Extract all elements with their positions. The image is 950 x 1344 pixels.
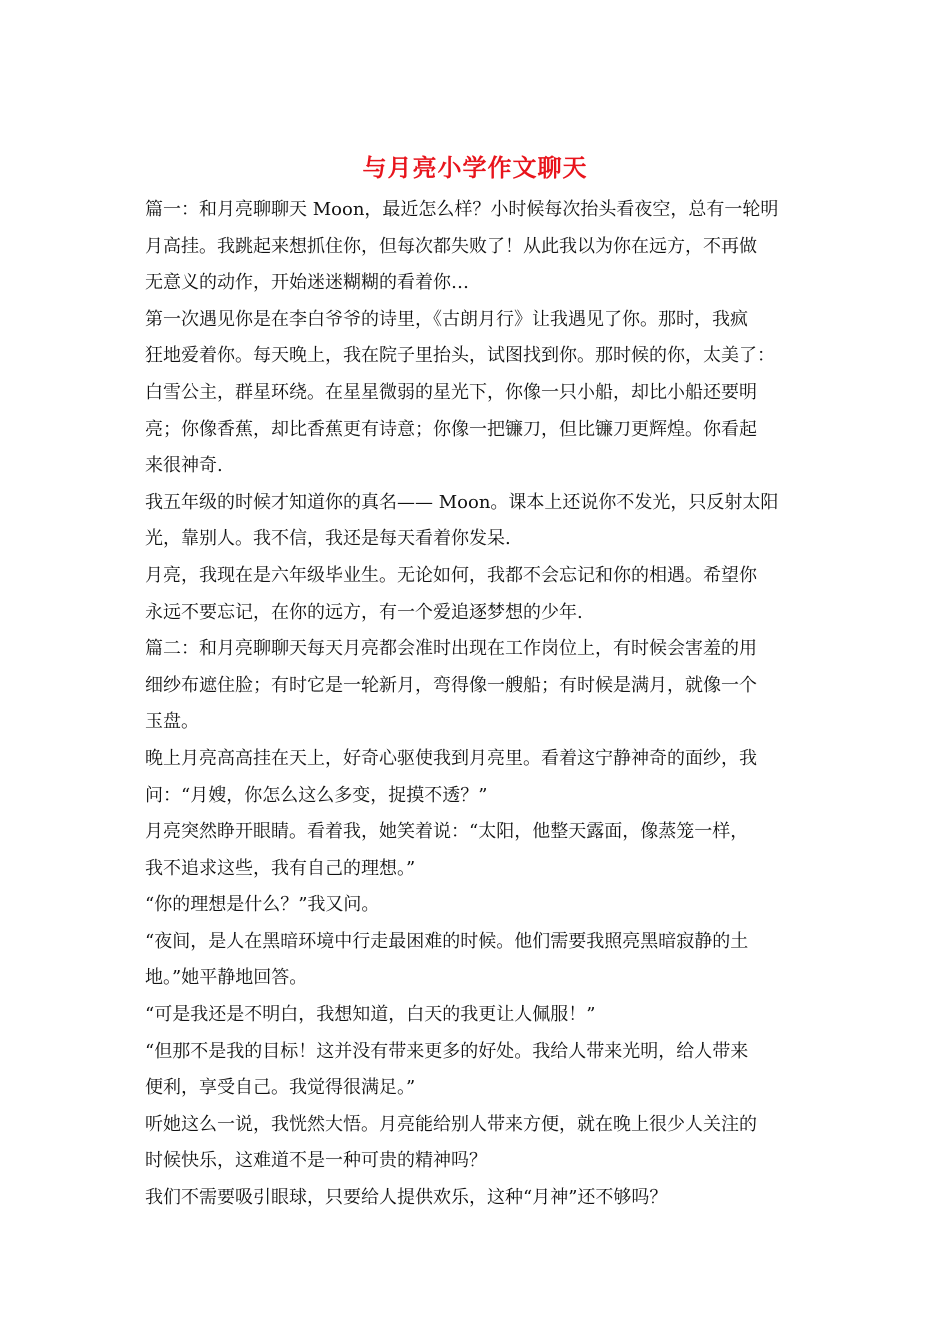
paragraph-4: 月亮，我现在是六年级毕业生。无论如何，我都不会忘记和你的相遇。希望你 永远不要忘记，在你的远方，有一个爱追逐梦想的少年. [145,564,757,623]
paragraph-13: 我们不需要吸引眼球，只要给人提供欢乐，这种“月神”还不够吗？ [145,1187,668,1209]
paragraph-8: “你的理想是什么？”我又问。 [145,894,380,916]
paragraph-6: 晚上月亮高高挂在天上，好奇心驱使我到月亮里。看着这宁静神奇的面纱，我 问：“月嫂，你怎么这么多变，捉摸不透？” [145,747,757,806]
paragraph-9: “夜间，是人在黑暗环境中行走最困难的时候。他们需要我照亮黑暗寂静的土 地。”她平静地回答。 [145,930,749,989]
paragraph-5: 篇二：和月亮聊聊天每天月亮都会准时出现在工作岗位上，有时候会害羞的用 细纱布遮住脸；有时它是一轮新月，弯得像一艘船；有时候是满月，就像一个 玉盘。 [145,638,757,733]
document-title: 与月亮小学作文聊天 [362,153,588,182]
paragraph-12: 听她这么一说，我恍然大悟。月亮能给别人带来方便，就在晚上很少人关注的 时候快乐，这难道不是一种可贵的精神吗？ [145,1113,757,1172]
paragraph-1: 篇一：和月亮聊聊天 Moon，最近怎么样？小时候每次抬头看夜空，总有一轮明 月高挂。我跳起来想抓住你，但每次都失败了！从此我以为你在远方，不再做 无意义的动作，开始迷迷糊糊的看着你… [145,199,779,294]
paragraph-3: 我五年级的时候才知道你的真名—— Moon。课本上还说你不发光，只反射太阳 光，靠别人。我不信，我还是每天看着你发呆. [145,491,779,550]
document-body [145,192,805,1217]
paragraph-10: “可是我还是不明白，我想知道，白天的我更让人佩服！” [145,1004,596,1026]
paragraph-11: “但那不是我的目标！这并没有带来更多的好处。我给人带来光明，给人带来 便利，享受自己。我觉得很满足。” [145,1040,749,1099]
paragraph-7: 月亮突然睁开眼睛。看着我，她笑着说：“太阳，他整天露面，像蒸笼一样， 我不追求这些，我有自己的理想。” [145,821,749,879]
paragraph-2: 第一次遇见你是在李白爷爷的诗里，《古朗月行》让我遇见了你。那时，我疯 狂地爱着你。每天晚上，我在院子里抬头，试图找到你。那时候的你，太美了： 白雪公主，群星环绕。在星星微弱的星光下，你像一只小船，却比小船还要明 亮；你像香蕉，却比香蕉更有诗意；你像一把镰刀，但比镰刀更辉煌。你看起 来很神奇. [145,308,775,477]
